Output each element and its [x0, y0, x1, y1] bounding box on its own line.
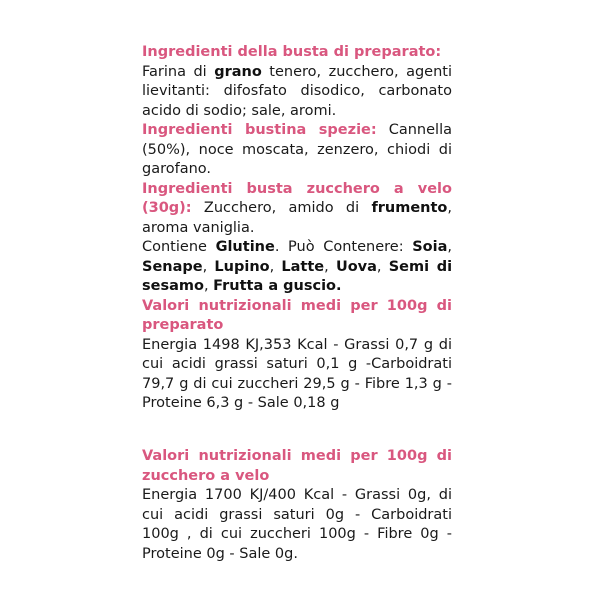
separator: ,	[324, 258, 336, 275]
allergens-section	[142, 238, 452, 297]
preparato-section	[142, 43, 452, 121]
allergen-frutta-guscio: Frutta a guscio	[213, 278, 337, 294]
allergen-semi-sesamo: Semi di sesamo	[142, 258, 453, 294]
separator: ,	[203, 278, 214, 294]
contiene-text: Contiene	[142, 239, 216, 255]
valori-preparato-section	[142, 297, 452, 414]
valori-zucchero-heading: Valori nutrizionali medi per 100g di zucchero a velo	[142, 448, 452, 484]
separator: ,	[376, 258, 389, 275]
valori-zucchero-text: Energia 1700 KJ/400 Kcal - Grassi 0g, di cui acidi grassi saturi 0g - Carboidrati 100g , di cui zuccheri 100g - Fibre 0g - Proteine 0g - Sale 0g.	[142, 487, 452, 562]
separator: ,	[269, 258, 282, 275]
puo-contenere-text: . Può Contenere:	[274, 239, 413, 255]
allergen-senape: Senape	[142, 258, 203, 275]
separator: ,	[447, 239, 452, 255]
valori-preparato-heading: Valori nutrizionali medi per 100g di preparato	[142, 297, 452, 333]
valori-zucchero-section	[142, 447, 452, 564]
ingredients-label	[142, 43, 452, 414]
allergen-uova: Uova	[335, 258, 377, 275]
allergen-latte: Latte	[281, 258, 325, 275]
preparato-text-1: Farina di	[142, 63, 215, 80]
spezie-text: Cannella (50%), noce moscata, zenzero, chiodi di garofano.	[142, 122, 452, 177]
allergen-soia: Soia	[412, 239, 448, 255]
end-period: .	[336, 278, 342, 294]
preparato-heading: Ingredienti della busta di preparato:	[142, 44, 442, 60]
zucchero-section	[142, 180, 452, 239]
spezie-section	[142, 121, 452, 180]
zucchero-text-2: , aroma vaniglia.	[142, 200, 452, 236]
allergen-grano: grano	[214, 63, 262, 80]
zucchero-text-1: Zucchero, amido di	[191, 200, 372, 216]
valori-preparato-text: Energia 1498 KJ,353 Kcal - Grassi 0,7 g di cui acidi grassi saturi 0,1 g -Carboidrati 79,7 g di cui zuccheri 29,5 g - Fibre 1,3 g - Proteine 6,3 g - Sale 0,18 g	[142, 336, 452, 411]
preparato-text-2: tenero, zucchero, agenti lievitanti: difosfato disodico, carbonato acido di sodio; sale, aromi.	[142, 63, 453, 119]
allergen-frumento: frumento	[371, 200, 448, 216]
spezie-heading: Ingredienti bustina spezie:	[142, 122, 377, 138]
allergen-lupino: Lupino	[214, 258, 270, 275]
separator: ,	[202, 258, 215, 275]
zucchero-heading: Ingredienti busta zucchero a velo (30g):	[142, 180, 452, 216]
allergen-glutine: Glutine	[215, 239, 275, 255]
